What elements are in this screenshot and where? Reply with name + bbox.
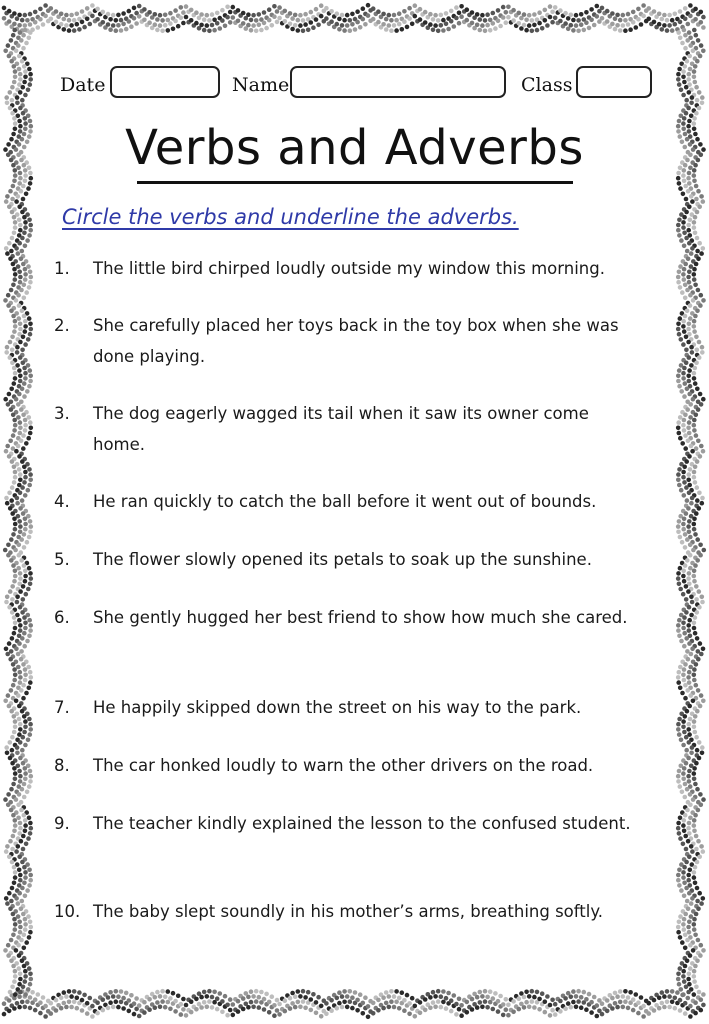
title-underline	[137, 181, 573, 184]
instruction-text: Circle the verbs and underline the adverbs.	[62, 205, 519, 229]
question-text: The flower slowly opened its petals to soak up the sunshine.	[93, 550, 592, 569]
question-text: The teacher kindly explained the lesson to the confused student.	[93, 814, 631, 833]
header-fields	[60, 66, 654, 104]
name-label: Name	[232, 74, 290, 96]
question-text: The little bird chirped loudly outside my window this morning.	[93, 259, 605, 278]
question-number: 7.	[54, 698, 70, 717]
question-number: 6.	[54, 608, 70, 627]
page-title: Verbs and Adverbs	[125, 120, 584, 176]
question-text: The dog eagerly wagged its tail when it saw its owner come home.	[93, 404, 589, 454]
question-number: 3.	[54, 404, 70, 423]
question-number: 9.	[54, 814, 70, 833]
date-field[interactable]	[110, 66, 220, 98]
question-number: 2.	[54, 316, 70, 335]
class-field[interactable]	[576, 66, 652, 98]
class-label: Class	[521, 74, 573, 96]
name-field[interactable]	[290, 66, 506, 98]
question-text: He happily skipped down the street on his way to the park.	[93, 698, 582, 717]
question-text: The baby slept soundly in his mother’s arms, breathing softly.	[93, 902, 604, 921]
question-number: 5.	[54, 550, 70, 569]
question-text: She gently hugged her best friend to show how much she cared.	[93, 608, 628, 627]
question-text: The car honked loudly to warn the other drivers on the road.	[93, 756, 594, 775]
question-number: 4.	[54, 492, 70, 511]
question-text: She carefully placed her toys back in the toy box when she was done playing.	[93, 316, 619, 366]
question-number: 8.	[54, 756, 70, 775]
question-number: 10.	[54, 902, 81, 921]
question-text: He ran quickly to catch the ball before it went out of bounds.	[93, 492, 597, 511]
date-label: Date	[60, 74, 106, 96]
question-number: 1.	[54, 259, 70, 278]
